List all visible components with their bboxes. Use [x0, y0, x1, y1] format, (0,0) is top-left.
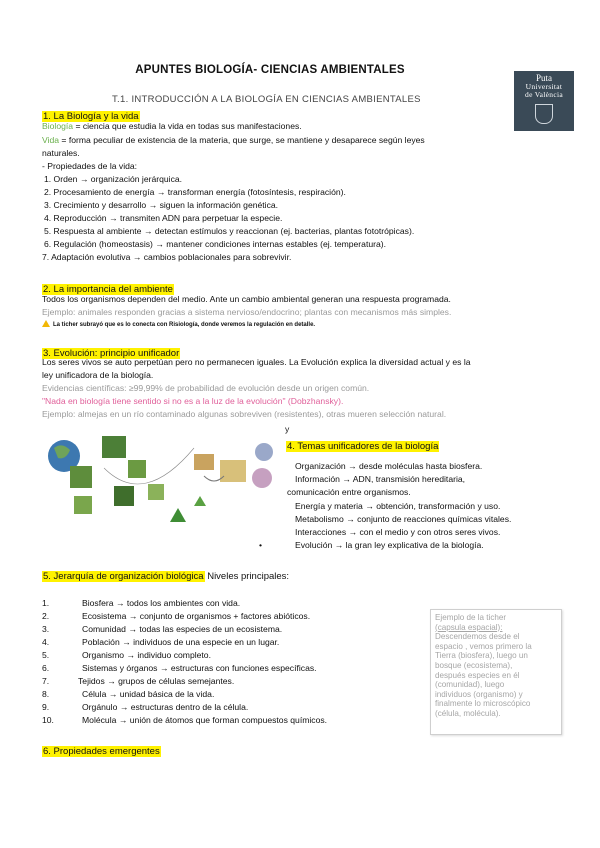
logo-text-3: de València: [525, 90, 563, 99]
vida-text: = forma peculiar de existencia de la materia, que surge, se mantiene y desaparece según leyes: [59, 135, 425, 145]
section-4-heading: 4. Temas unificadores de la biología: [287, 441, 439, 452]
university-logo: [514, 71, 574, 131]
box-line: finalmente lo microscópico: [435, 699, 531, 709]
theme-item: Organización → desde moléculas hasta biosfera.: [295, 461, 483, 471]
document-subtitle: T.1. INTRODUCCIÓN A LA BIOLOGÍA EN CIENCIAS AMBIENTALES: [112, 94, 421, 105]
props-intro: - Propiedades de la vida:: [42, 161, 138, 171]
s3-text: Los seres vivos se auto perpetúan pero no permanecen iguales. La Evolución explica la diversidad actual y es la: [42, 357, 471, 367]
level-item: 9. Orgánulo → estructuras dentro de la célula.: [42, 702, 249, 712]
vida-term: Vida: [42, 135, 60, 145]
theme-item: Metabolismo → conjunto de reacciones químicas vitales.: [295, 514, 512, 524]
biologia-text: = ciencia que estudia la vida en todas sus manifestaciones.: [73, 121, 302, 131]
prop-item: 7. Adaptación evolutiva → cambios poblacionales para sobrevivir.: [42, 252, 292, 262]
biologia-term: Biología: [42, 121, 74, 131]
level-item: 10. Molécula → unión de átomos que forman compuestos químicos.: [42, 715, 328, 725]
s3-text-cont: ley unificadora de la biología.: [42, 370, 154, 380]
logo-text-1: Puta: [535, 73, 552, 83]
box-line: bosque (ecosistema),: [435, 660, 513, 670]
box-line: Ejemplo de la ticher: [435, 613, 507, 622]
box-line: individuos (organismo) y: [435, 689, 523, 699]
box-line: Descendemos desde el: [435, 632, 520, 642]
level-item: 2. Ecosistema → conjunto de organismos + factores abióticos.: [42, 611, 311, 621]
s2-example: Ejemplo: animales responden gracias a sistema nervioso/endocrino; plantas con mecanismos más simples.: [42, 307, 452, 317]
vida-definition: [42, 134, 425, 147]
section-5-heading-row: [42, 571, 289, 582]
box-line: (capsula espacial):: [435, 622, 503, 632]
level-item: 6. Sistemas y órganos → estructuras con funciones específicas.: [42, 663, 317, 673]
level-item: 3. Comunidad → todas las especies de un ecosistema.: [42, 624, 283, 634]
vida-text-cont: naturales.: [42, 148, 80, 158]
theme-item: Información → ADN, transmisión hereditaria,: [295, 474, 466, 484]
stray-text: y: [285, 424, 290, 434]
box-line: (célula, molécula).: [435, 708, 501, 718]
prop-item: 3. Crecimiento y desarrollo → siguen la información genética.: [44, 200, 279, 210]
level-item: 4. Población → individuos de una especie en un lugar.: [42, 637, 280, 647]
s2-note: [42, 320, 315, 328]
s3-evidence: Evidencias científicas: ≥99,99% de probabilidad de evolución desde un origen común.: [42, 383, 370, 393]
box-line: espacio , vemos primero la: [435, 641, 532, 651]
box-line: Tierra (biosfera), luego un: [435, 651, 528, 661]
teacher-example-box: [430, 609, 562, 735]
level-item: 8. Célula → unidad básica de la vida.: [42, 689, 215, 699]
section-2-heading: 2. La importancia del ambiente: [43, 284, 173, 295]
s2-note-text: La ticher subrayó que es lo conecta con Risiología, donde veremos la regulación en detalle.: [53, 322, 316, 328]
biologia-definition: [42, 120, 302, 133]
section-5-heading-tail: Niveles principales:: [204, 571, 290, 582]
s2-text: Todos los organismos dependen del medio. Ante un cambio ambiental generan una respuesta programada.: [42, 294, 451, 304]
logo-text-2: Universitat: [525, 82, 563, 91]
s3-example: Ejemplo: almejas en un río contaminado algunas sobreviven (resistentes), otras mueren selección natural.: [42, 409, 447, 419]
prop-item: 5. Respuesta al ambiente → detectan estímulos y reaccionan (ej. bacterias, plantas fototrópicas).: [44, 226, 415, 236]
box-line: después especies en él: [435, 670, 520, 680]
box-line: (comunidad), luego: [435, 680, 505, 690]
theme-item-cont: comunicación entre organismos.: [287, 487, 411, 497]
warning-icon: [42, 320, 50, 327]
prop-item: 2. Procesamiento de energía → transforman energía (fotosíntesis, respiración).: [44, 187, 346, 197]
level-item: 1. Biosfera → todos los ambientes con vida.: [42, 598, 241, 608]
prop-item: 1. Orden → organización jerárquica.: [44, 174, 183, 184]
level-item: 5. Organismo → individuo completo.: [42, 650, 211, 660]
section-6-heading: 6. Propiedades emergentes: [43, 746, 160, 757]
biological-hierarchy-image: [44, 426, 280, 550]
s3-quote: "Nada en biología tiene sentido si no es a la luz de la evolución" (Dobzhansky).: [42, 396, 344, 406]
theme-item: Interacciones → con el medio y con otros seres vivos.: [295, 527, 501, 537]
crest-icon: [535, 104, 553, 124]
prop-item: 6. Regulación (homeostasis) → mantener condiciones internas estables (ej. temperatura).: [44, 239, 387, 249]
theme-item: • Evolución → la gran ley explicativa de la biología.: [259, 540, 484, 550]
section-3-heading: 3. Evolución: principio unificador: [43, 348, 180, 359]
theme-item-text: Evolución → la gran ley explicativa de la biología.: [295, 540, 484, 550]
theme-item: Energía y materia → obtención, transformación y uso.: [295, 501, 501, 511]
section-5-heading: 5. Jerarquía de organización biológica: [43, 571, 204, 582]
prop-item: 4. Reproducción → transmiten ADN para perpetuar la especie.: [44, 213, 283, 223]
level-item: 7. Tejidos → grupos de células semejantes.: [42, 676, 235, 686]
section-1-heading: 1. La Biología y la vida: [43, 111, 139, 122]
document-title: APUNTES BIOLOGÍA- CIENCIAS AMBIENTALES: [135, 64, 405, 76]
